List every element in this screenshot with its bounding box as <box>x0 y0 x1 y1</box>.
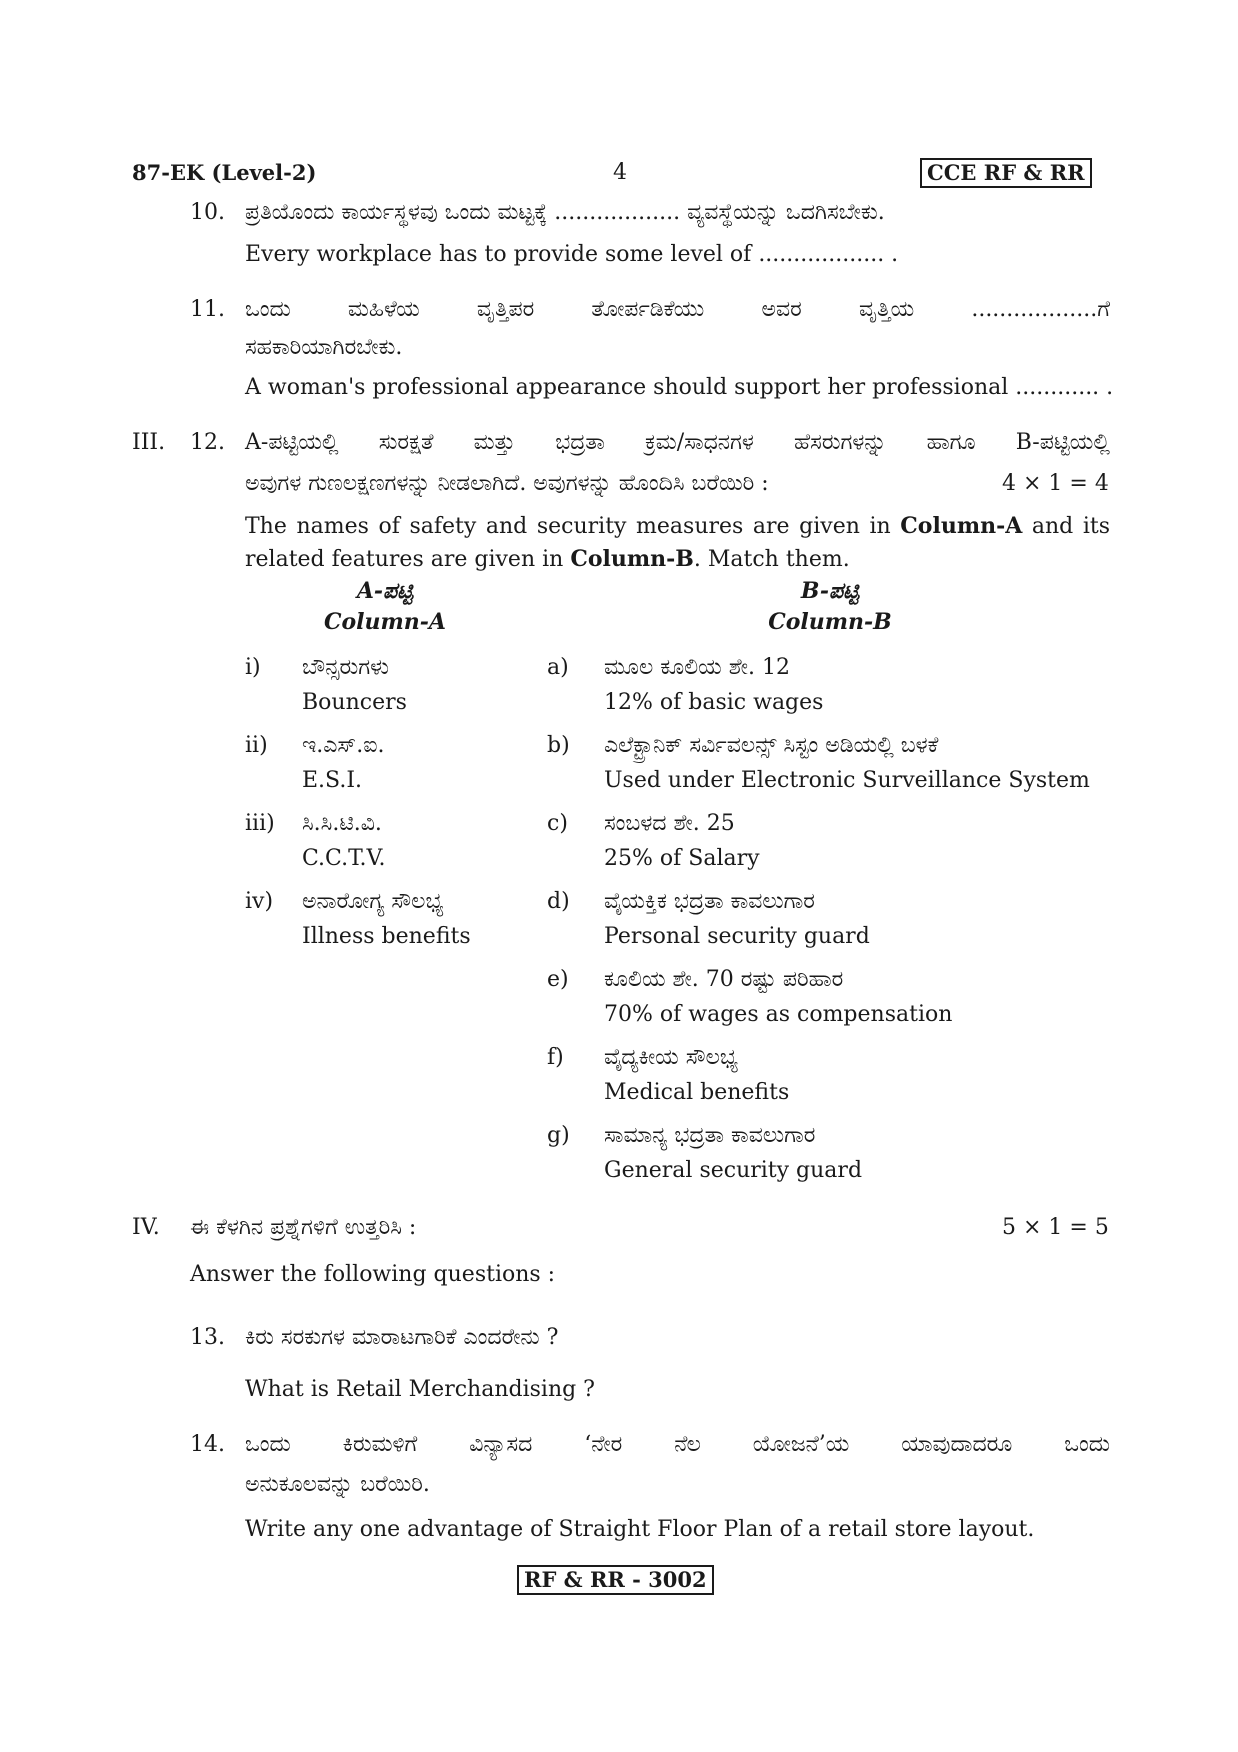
q13-kannada: ಕಿರು ಸರಕುಗಳ ಮಾರಾಟಗಾರಿಕೆ ಎಂದರೇನು ? <box>245 1325 559 1350</box>
q12-kannada-line1: A-ಪಟ್ಟಿಯಲ್ಲಿ ಸುರಕ್ಷತೆ ಮತ್ತು ಭದ್ರತಾ ಕ್ರಮ/ಸಾಧನಗಳ ಹೆಸರುಗಳನ್ನು ಹಾಗೂ B-ಪಟ್ಟಿಯಲ್ಲಿ <box>245 430 1110 455</box>
column-b-label: e) <box>547 967 569 992</box>
column-b-kannada: ಮೂಲ ಕೂಲಿಯ ಶೇ. 12 <box>604 655 790 680</box>
q13-number: 13. <box>190 1325 225 1350</box>
column-b-heading-kannada: B-ಪಟ್ಟಿ <box>800 578 860 604</box>
column-b-kannada: ಸಾಮಾನ್ಯ ಭದ್ರತಾ ಕಾವಲುಗಾರ <box>604 1123 816 1148</box>
page-number: 4 <box>613 160 627 185</box>
column-a-english: Bouncers <box>302 690 407 715</box>
column-a-english: Illness benefits <box>302 924 471 949</box>
q12-number: 12. <box>190 430 225 455</box>
q12-kannada-line2: ಅವುಗಳ ಗುಣಲಕ್ಷಣಗಳನ್ನು ನೀಡಲಾಗಿದೆ. ಅವುಗಳನ್ನು ಹೊಂದಿಸಿ ಬರೆಯಿರಿ : <box>245 471 769 496</box>
column-b-english: Personal security guard <box>604 924 870 949</box>
series-badge: CCE RF & RR <box>920 158 1092 188</box>
column-b-kannada: ಕೂಲಿಯ ಶೇ. 70 ರಷ್ಟು ಪರಿಹಾರ <box>604 967 844 992</box>
column-b-kannada: ವೈಯಕ್ತಿಕ ಭದ್ರತಾ ಕಾವಲುಗಾರ <box>604 889 815 914</box>
column-a-kannada: ಬೌನ್ಸರುಗಳು <box>302 655 390 680</box>
column-b-label: g) <box>547 1123 570 1148</box>
column-b-english: 12% of basic wages <box>604 690 824 715</box>
q13-english: What is Retail Merchandising ? <box>245 1377 595 1402</box>
column-a-kannada: ಸಿ.ಸಿ.ಟಿ.ವಿ. <box>302 811 382 836</box>
section-IV-marks: 5 × 1 = 5 <box>1002 1215 1109 1240</box>
q11-number: 11. <box>190 297 225 322</box>
q14-kannada-line2: ಅನುಕೂಲವನ್ನು ಬರೆಯಿರಿ. <box>245 1472 430 1497</box>
column-b-heading: Column-B <box>768 609 892 635</box>
q11-english: A woman's professional appearance should support her professional ............ . <box>245 375 1114 400</box>
column-b-label: c) <box>547 811 568 836</box>
column-a-heading-kannada: A-ಪಟ್ಟಿ <box>356 578 414 604</box>
column-b-english: 25% of Salary <box>604 846 760 871</box>
q14-kannada-line1: ಒಂದು ಕಿರುಮಳಿಗೆ ವಿನ್ಯಾಸದ ‘ನೇರ ನೆಲ ಯೋಜನೆ’ಯ ಯಾವುದಾದರೂ ಒಂದು <box>245 1432 1110 1457</box>
column-b-english: General security guard <box>604 1158 863 1183</box>
paper-code: 87-EK (Level-2) <box>132 160 317 185</box>
q11-kannada-line1: ಒಂದು ಮಹಿಳೆಯ ವೃತ್ತಿಪರ ತೋರ್ಪಡಿಕೆಯು ಅವರ ವೃತ್ತಿಯ ..................ಗೆ <box>245 297 1110 322</box>
q11-kannada-line2: ಸಹಕಾರಿಯಾಗಿರಬೇಕು. <box>245 335 403 360</box>
column-b-kannada: ವೈದ್ಯಕೀಯ ಸೌಲಭ್ಯ <box>604 1045 738 1070</box>
column-a-english: C.C.T.V. <box>302 846 386 871</box>
q14-english: Write any one advantage of Straight Floor Plan of a retail store layout. <box>245 1517 1035 1542</box>
q14-number: 14. <box>190 1432 225 1457</box>
column-b-kannada: ಸಂಬಳದ ಶೇ. 25 <box>604 811 735 836</box>
column-b-english: Medical benefits <box>604 1080 790 1105</box>
q10-number: 10. <box>190 200 225 225</box>
column-b-label: b) <box>547 733 570 758</box>
q12-english-line1: The names of safety and security measures are given in Column-A and its <box>245 513 1111 539</box>
column-a-kannada: ಅನಾರೋಗ್ಯ ಸೌಲಭ್ಯ <box>302 889 444 914</box>
footer-code: RF & RR - 3002 <box>517 1565 714 1595</box>
column-a-label: iv) <box>245 889 274 914</box>
q10-kannada: ಪ್ರತಿಯೊಂದು ಕಾರ್ಯಸ್ಥಳವು ಒಂದು ಮಟ್ಟಕ್ಕೆ .................. ವ್ಯವಸ್ಥೆಯನ್ನು ಒದಗಿಸಬೇಕು. <box>245 200 885 225</box>
column-b-label: f) <box>547 1045 564 1070</box>
column-a-label: iii) <box>245 811 275 836</box>
column-a-heading: Column-A <box>323 609 446 635</box>
section-IV-instruction-kannada: ಈ ಕೆಳಗಿನ ಪ್ರಶ್ನೆಗಳಿಗೆ ಉತ್ತರಿಸಿ : <box>190 1215 417 1240</box>
column-a-kannada: ಇ.ಎಸ್.ಐ. <box>302 733 385 758</box>
column-b-label: d) <box>547 889 570 914</box>
column-a-label: i) <box>245 655 261 680</box>
section-IV-instruction-english: Answer the following questions : <box>190 1262 556 1287</box>
column-a-english: E.S.I. <box>302 768 363 793</box>
section-IV-label: IV. <box>132 1215 160 1240</box>
column-a-label: ii) <box>245 733 268 758</box>
column-b-kannada: ಎಲೆಕ್ಟ್ರಾನಿಕ್ ಸರ್ವಿವಲನ್ಸ್ ಸಿಸ್ಟಂ ಅಡಿಯಲ್ಲಿ ಬಳಕೆ <box>604 733 939 758</box>
column-b-english: 70% of wages as compensation <box>604 1002 953 1027</box>
column-b-english: Used under Electronic Surveillance System <box>604 768 1090 793</box>
section-III-label: III. <box>132 430 166 455</box>
q12-marks: 4 × 1 = 4 <box>1002 471 1109 496</box>
q10-english: Every workplace has to provide some level of .................. . <box>245 242 899 267</box>
column-b-label: a) <box>547 655 569 680</box>
q12-english-line2: related features are given in Column-B. Match them. <box>245 546 850 572</box>
